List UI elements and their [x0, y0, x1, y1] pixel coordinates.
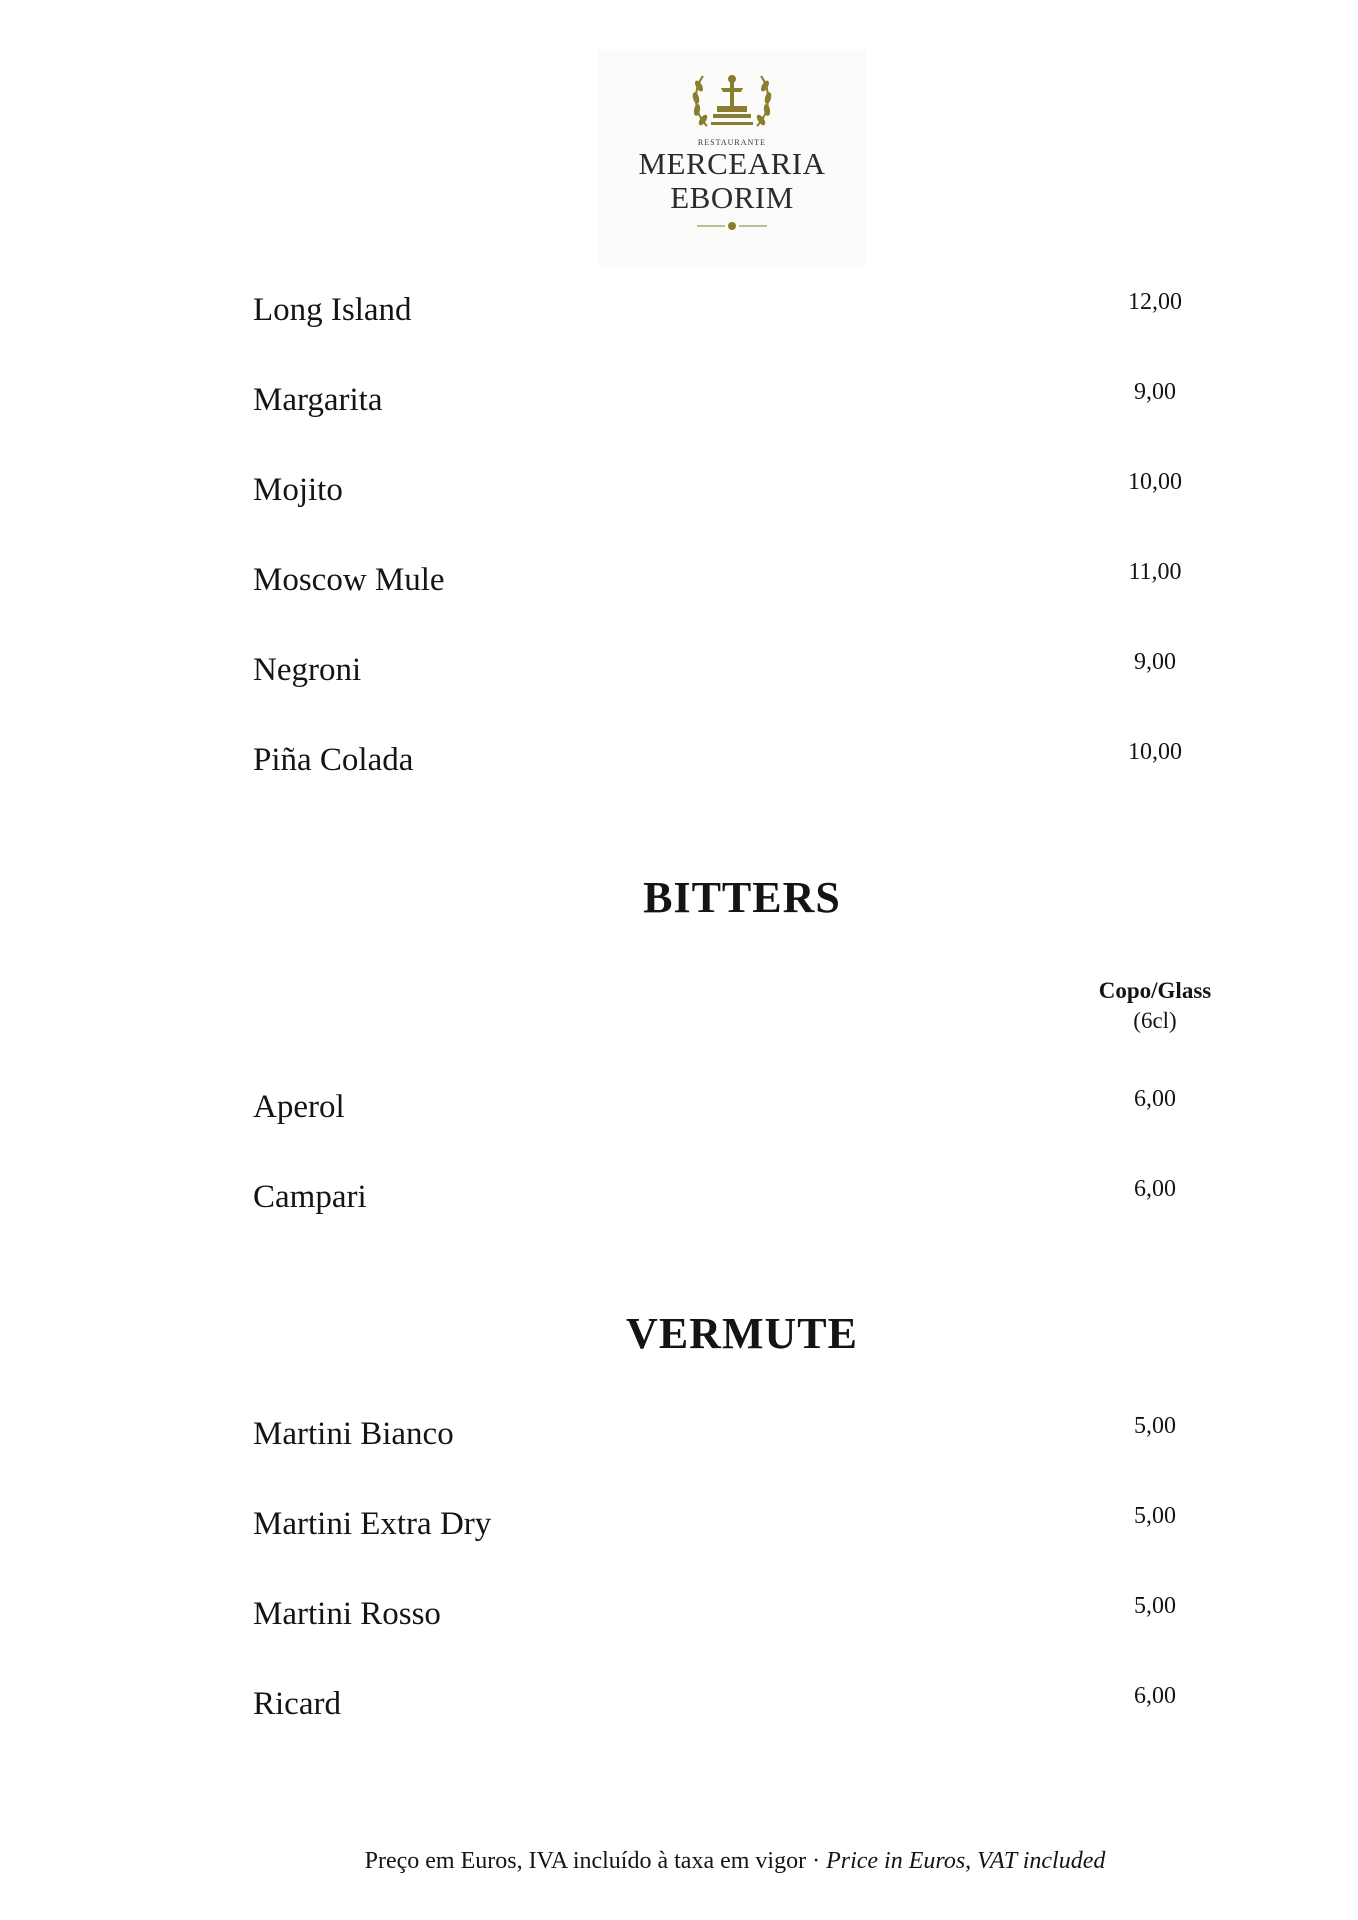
column-label: Copo/Glass: [1098, 978, 1212, 1003]
item-price: 6,00: [1134, 1086, 1176, 1112]
menu-item: [0, 738, 1358, 788]
column-header-glass: [1080, 976, 1230, 1036]
item-name: Aperol: [253, 1089, 345, 1125]
section-heading-bitters: BITTERS: [643, 873, 841, 922]
item-price: 9,00: [1134, 649, 1176, 675]
item-name: Martini Bianco: [253, 1416, 454, 1452]
item-name: Negroni: [253, 652, 362, 688]
item-name: Campari: [253, 1179, 367, 1215]
section-heading-vermute: VERMUTE: [626, 1309, 858, 1358]
item-name: Piña Colada: [253, 742, 414, 778]
laurel-scale-icon: [687, 68, 777, 134]
item-price: 10,00: [1128, 739, 1182, 765]
menu-item: [0, 1412, 1358, 1462]
item-name: Moscow Mule: [253, 562, 445, 598]
menu-item: [0, 1175, 1358, 1225]
item-price: 5,00: [1134, 1593, 1176, 1619]
item-name: Martini Extra Dry: [253, 1506, 492, 1542]
logo-name-line2: EBORIM: [670, 180, 794, 215]
item-price: 10,00: [1128, 469, 1182, 495]
price-note-footer: [0, 1848, 1358, 1875]
menu-item: [0, 1592, 1358, 1642]
item-name: Margarita: [253, 382, 383, 418]
item-name: Martini Rosso: [253, 1596, 441, 1632]
menu-item: [0, 378, 1358, 428]
logo-name-line1: MERCEARIA: [638, 146, 826, 181]
menu-item: [0, 1502, 1358, 1552]
item-price: 5,00: [1134, 1413, 1176, 1439]
item-name: Long Island: [253, 292, 412, 328]
item-name: Ricard: [253, 1686, 341, 1722]
item-price: 6,00: [1134, 1683, 1176, 1709]
footer-note-pt: Preço em Euros, IVA incluído à taxa em vigor ·: [364, 1848, 827, 1874]
logo-divider-icon: [697, 221, 767, 231]
menu-item: [0, 468, 1358, 518]
item-price: 12,00: [1128, 289, 1182, 315]
item-name: Mojito: [253, 472, 343, 508]
menu-item: [0, 1682, 1358, 1732]
item-price: 5,00: [1134, 1503, 1176, 1529]
logo-subtitle: RESTAURANTE: [697, 138, 767, 147]
item-price: 6,00: [1134, 1176, 1176, 1202]
menu-item: [0, 648, 1358, 698]
item-price: 9,00: [1134, 379, 1176, 405]
restaurant-logo: [598, 50, 866, 266]
item-price: 11,00: [1128, 559, 1182, 585]
menu-item: [0, 1085, 1358, 1135]
column-unit: (6cl): [1133, 1008, 1177, 1033]
menu-item: [0, 558, 1358, 608]
menu-item: [0, 288, 1358, 338]
footer-note-en: Price in Euros, VAT included: [826, 1848, 1106, 1874]
